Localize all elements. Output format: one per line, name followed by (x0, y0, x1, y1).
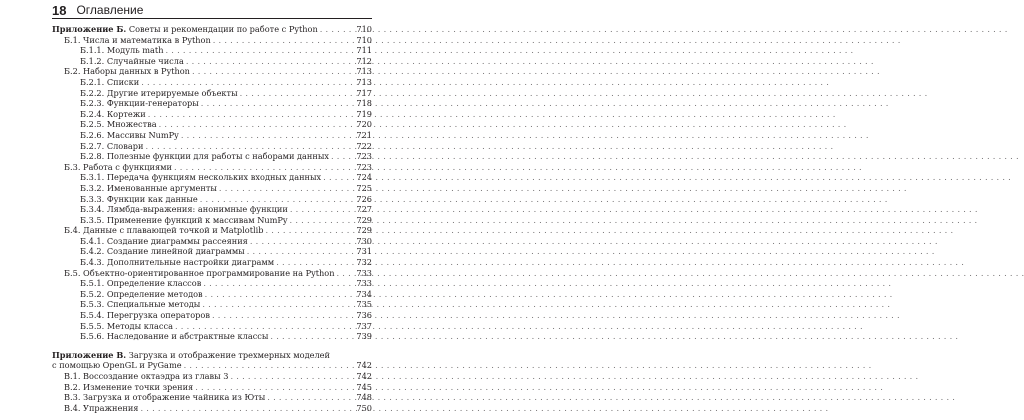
toc-entry[interactable] (52, 246, 372, 257)
toc-entry-title: Б.3.4. Лямбда-выражения: анонимные функции (80, 204, 288, 215)
toc-entry[interactable] (52, 310, 372, 321)
dot-leader (148, 109, 355, 120)
dot-leader (202, 299, 354, 310)
dot-leader (290, 204, 355, 215)
dot-leader (320, 24, 355, 35)
appendix-b-title (52, 24, 318, 35)
toc-entry[interactable] (52, 371, 372, 382)
toc-entry-page: 733 (356, 267, 372, 278)
toc-entry-page: 710 (356, 34, 372, 45)
toc-entry-title: Б.2.1. Списки (80, 76, 140, 87)
toc-entry-page: 745 (356, 381, 372, 392)
toc-entry[interactable] (52, 278, 372, 289)
toc-entry-page: 729 (356, 214, 372, 225)
dot-leader (240, 88, 355, 99)
toc-entry[interactable] (52, 98, 372, 109)
dot-leader (276, 257, 354, 268)
toc-entry-page: 730 (356, 235, 372, 246)
toc-entry[interactable] (52, 392, 372, 403)
toc-entry-page: 734 (356, 288, 372, 299)
toc-entry[interactable] (52, 236, 372, 247)
toc-entry[interactable] (52, 66, 372, 77)
dot-leader (186, 56, 355, 67)
dot-leader (270, 331, 354, 342)
toc-entry-page: 713 (356, 76, 372, 87)
toc-entry-title: Б.2.6. Массивы NumPy (80, 129, 179, 140)
dot-leader (140, 403, 354, 414)
toc-entry[interactable] (52, 215, 372, 226)
toc-entry-page: 712 (356, 55, 372, 66)
appendix-v-heading-line1[interactable] (52, 350, 372, 361)
dot-leader (323, 172, 354, 183)
toc-entry-title: Б.5.2. Определение методов (80, 288, 203, 299)
toc-entry-title: Б.5. Объектно-ориентированное программирование на Python (64, 267, 335, 278)
toc-entry[interactable] (52, 151, 372, 162)
toc-entry[interactable] (52, 56, 372, 67)
toc-entry[interactable] (52, 331, 372, 342)
toc-entry-page: 723 (356, 151, 372, 162)
toc-entry-page: 725 (356, 182, 372, 193)
toc-entry-page: 727 (356, 204, 372, 215)
toc-entry-title: Б.2.4. Кортежи (80, 108, 146, 119)
toc-entry-title: Б.5.5. Методы класса (80, 320, 173, 331)
dot-leader (192, 66, 354, 77)
toc-entry-title: Б.4.1. Создание диаграммы рассеяния (80, 235, 248, 246)
toc-entry-page: 718 (356, 98, 372, 109)
dot-leader (265, 225, 354, 236)
toc-entry-title: В.2. Изменение точки зрения (64, 381, 194, 392)
toc-entry[interactable] (52, 130, 372, 141)
dot-leader (219, 183, 354, 194)
appendix-b-heading[interactable] (52, 24, 372, 35)
toc-entry-page: 750 (356, 402, 372, 413)
header-rule (52, 18, 372, 19)
dot-leader (181, 130, 355, 141)
dot-leader (290, 215, 355, 226)
toc-entry-page: 732 (356, 257, 372, 268)
toc-entry[interactable] (52, 299, 372, 310)
toc-entry[interactable] (52, 35, 372, 46)
dot-leader (230, 371, 354, 382)
toc-entry[interactable] (52, 289, 372, 300)
toc-entry-page: 737 (356, 320, 372, 331)
appendix-b-page: 710 (356, 24, 372, 34)
toc-entry-title: В.3. Загрузка и отображение чайника из Юты (64, 392, 266, 403)
dot-leader (213, 35, 355, 46)
toc-entry-page: 723 (356, 161, 372, 172)
appendix-b-label: Приложение Б. (52, 24, 127, 34)
dot-leader (200, 194, 355, 205)
toc-entry-title: Б.1.2. Случайные числа (80, 55, 184, 66)
toc-entry-title: Б.1. Числа и математика в Python (64, 34, 211, 45)
toc-entry[interactable] (52, 321, 372, 332)
toc-entry[interactable] (52, 109, 372, 120)
toc-entry[interactable] (52, 225, 372, 236)
toc-entry[interactable] (52, 141, 372, 152)
toc-entry-page: 722 (356, 140, 372, 151)
toc-entry-page: 726 (356, 193, 372, 204)
dot-leader (337, 268, 355, 279)
dot-leader (331, 151, 354, 162)
dot-leader (212, 310, 354, 321)
toc-entry-page: 713 (356, 66, 372, 77)
dot-leader (174, 162, 354, 173)
toc-entry[interactable] (52, 119, 372, 130)
toc-entry-title: Б.5.6. Наследование и абстрактные классы (80, 331, 269, 342)
dot-leader (166, 45, 355, 56)
toc-entry[interactable] (52, 45, 372, 56)
page-number: 18 (52, 3, 67, 18)
appendix-v-block (52, 350, 372, 414)
toc-entry-title: Б.3.1. Передача функциям нескольких входных данных (80, 172, 322, 183)
toc-entry-title: Б.3.2. Именованные аргументы (80, 182, 217, 193)
appendix-v-page: 742 (356, 360, 372, 371)
dot-leader (159, 119, 355, 130)
toc-entry-title: Б.4.2. Создание линейной диаграммы (80, 246, 245, 257)
dot-leader (184, 360, 355, 371)
toc-entry-title: Б.2.3. Функции-генераторы (80, 98, 199, 109)
toc-entry[interactable] (52, 382, 372, 393)
toc-entry[interactable] (52, 162, 372, 173)
toc-entry-title: Б.2.2. Другие итерируемые объекты (80, 87, 238, 98)
toc-entry-title: Б.5.3. Специальные методы (80, 299, 201, 310)
toc-entry-page: 721 (356, 129, 372, 140)
toc-entry-page: 742 (356, 371, 372, 381)
toc-entry-title: Б.3.5. Применение функций к массивам NumPy (80, 214, 288, 225)
toc-entry-page: 739 (356, 331, 372, 342)
toc-entry-page: 731 (356, 246, 372, 257)
dot-leader (267, 392, 354, 403)
toc-entry-title: Б.4.3. Дополнительные настройки диаграмм (80, 257, 275, 268)
toc-entry-page: 735 (356, 299, 372, 310)
toc-entry-page: 736 (356, 310, 372, 321)
toc-entry-title: Б.2.7. Словари (80, 140, 144, 151)
page (0, 0, 420, 420)
toc-entry-page: 719 (356, 108, 372, 119)
toc-entry-page: 711 (356, 45, 372, 56)
toc-entry-page: 724 (356, 172, 372, 183)
toc-entry-page: 729 (356, 225, 372, 236)
toc-entry-title: Б.1.1. Модуль math (80, 45, 164, 56)
toc-entry-page: 720 (356, 119, 372, 130)
running-head (52, 0, 143, 17)
dot-leader (201, 98, 355, 109)
appendix-v-label: Приложение В. (52, 349, 127, 360)
toc-entry[interactable] (52, 183, 372, 194)
toc-entry-title: Б.2. Наборы данных в Python (64, 66, 190, 77)
toc-entry[interactable] (52, 403, 372, 414)
appendix-b-block (52, 24, 372, 342)
toc-entry[interactable] (52, 88, 372, 99)
toc-entry[interactable] (52, 268, 372, 279)
toc-entry[interactable] (52, 77, 372, 88)
dot-leader (145, 141, 354, 152)
dot-leader (247, 246, 355, 257)
toc-entry-title: Б.3. Работа с функциями (64, 161, 172, 172)
dot-leader (250, 236, 355, 247)
dot-leader (141, 77, 354, 88)
toc-entry[interactable] (52, 172, 372, 183)
table-of-contents (52, 24, 372, 413)
appendix-v-entries (52, 371, 372, 413)
toc-entry-page: 717 (356, 87, 372, 98)
toc-entry-title: Б.5.1. Определение классов (80, 278, 202, 289)
appendix-v-title-line1: Загрузка и отображение трехмерных моделей (128, 349, 330, 360)
toc-entry-title: В.4. Упражнения (64, 402, 139, 413)
dot-leader (195, 382, 354, 393)
toc-entry[interactable] (52, 257, 372, 268)
toc-entry-title: В.1. Воссоздание октаэдра из главы 3 (64, 371, 229, 381)
toc-entry-title: Б.2.5. Множества (80, 119, 157, 130)
appendix-v-title-line2: с помощью OpenGL и PyGame (52, 360, 182, 371)
toc-entry-title: Б.5.4. Перегрузка операторов (80, 310, 210, 321)
dot-leader (205, 289, 355, 300)
dot-leader (175, 321, 354, 332)
appendix-b-entries (52, 35, 372, 342)
running-head-title: Оглавление (76, 3, 144, 17)
appendix-b-name: Советы и рекомендации по работе с Python (128, 24, 318, 34)
toc-entry-page: 748 (356, 392, 372, 403)
toc-entry-title: Б.3.3. Функции как данные (80, 193, 198, 204)
dot-leader (203, 278, 354, 289)
toc-entry-title: Б.2.8. Полезные функции для работы с наборами данных (80, 151, 329, 162)
toc-entry-page: 733 (356, 278, 372, 289)
toc-entry[interactable] (52, 204, 372, 215)
toc-entry-title: Б.4. Данные с плавающей точкой и Matplotlib (64, 225, 264, 236)
toc-entry[interactable] (52, 194, 372, 205)
appendix-v-heading-line2[interactable] (52, 360, 372, 371)
